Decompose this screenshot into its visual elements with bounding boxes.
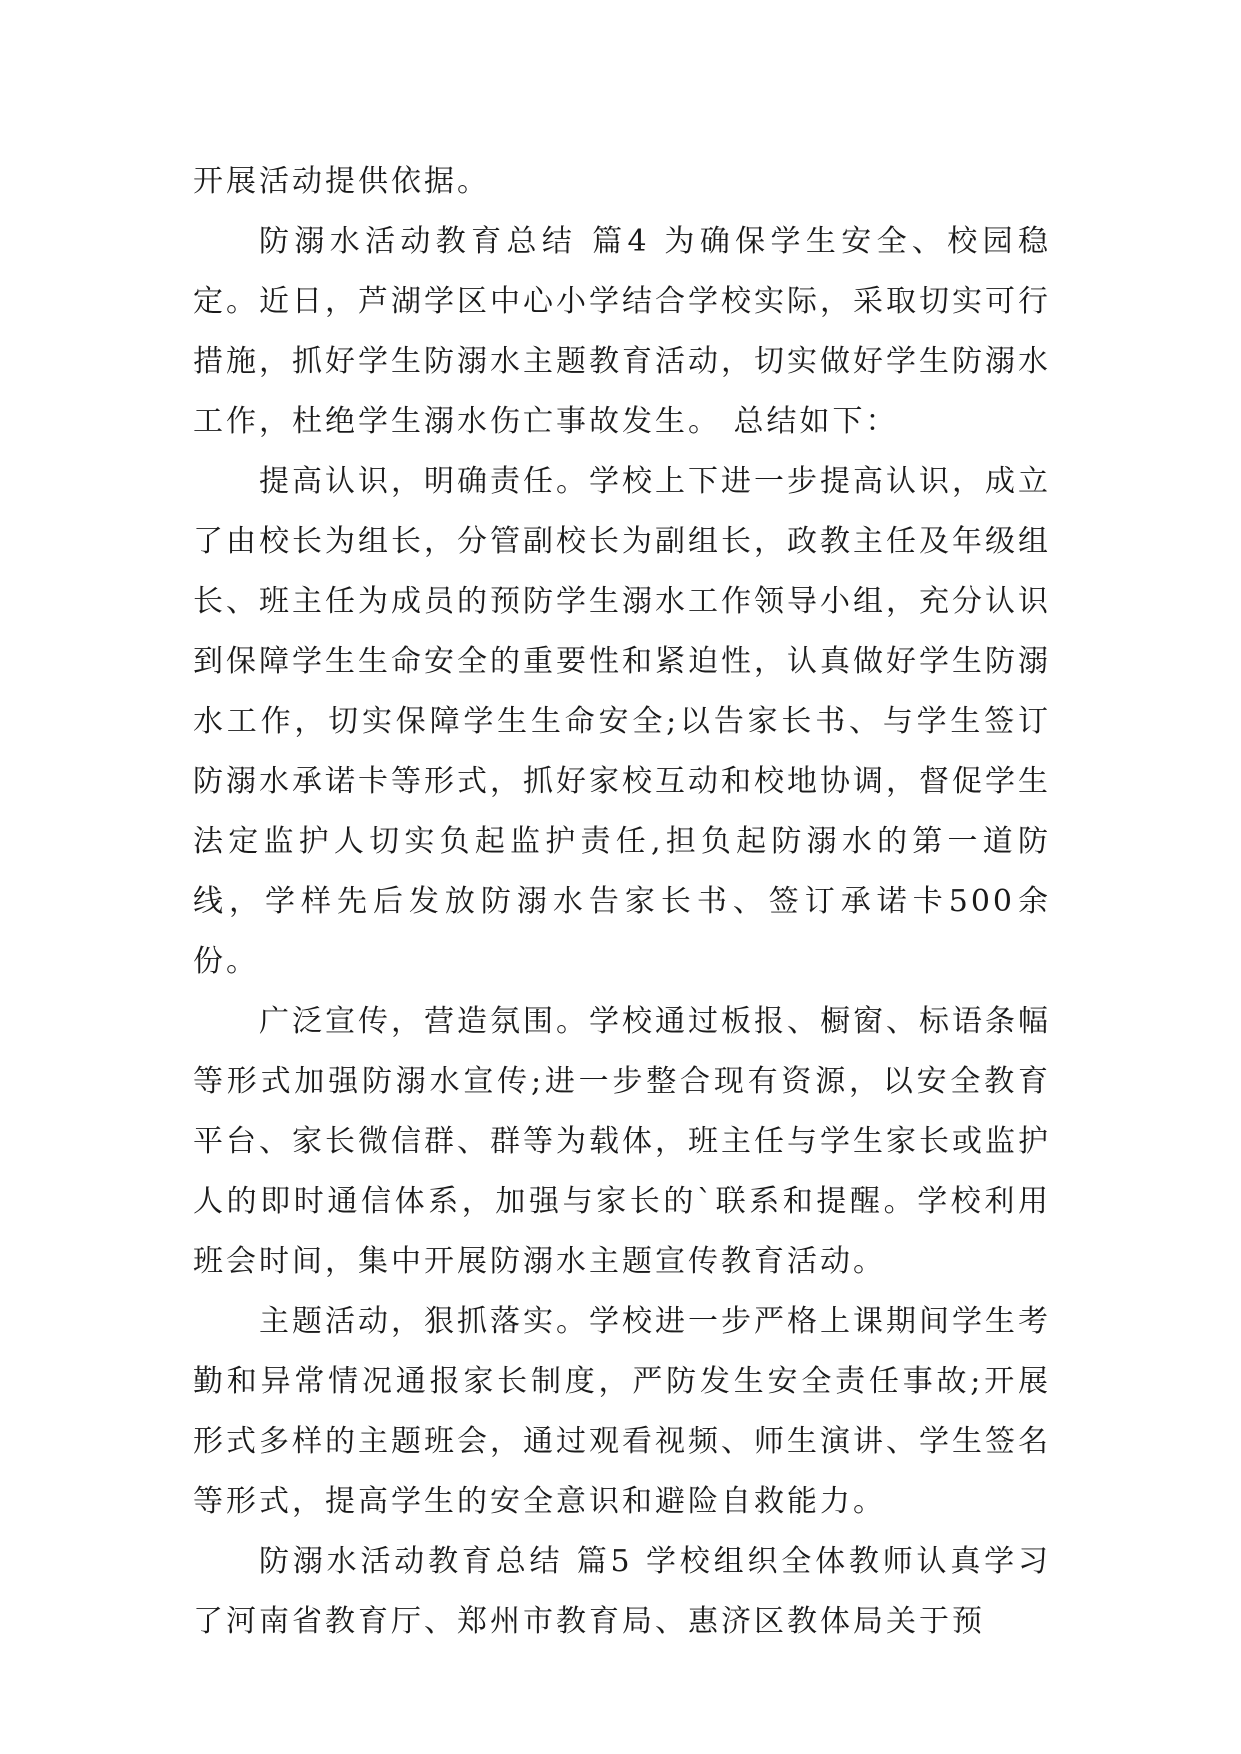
paragraph-section-4-intro: 防溺水活动教育总结 篇4 为确保学生安全、校园稳定。近日，芦湖学区中心小学结合学校实际，采取切实可行措施，抓好学生防溺水主题教育活动，切实做好学生防溺水工作，杜绝学生溺水伤亡事故发生。 总结如下： xyxy=(193,224,1051,439)
paragraph-publicity: 广泛宣传，营造氛围。学校通过板报、橱窗、标语条幅等形式加强防溺水宣传;进一步整合现有资源，以安全教育平台、家长微信群、群等为载体，班主任与学生家长或监护人的即时通信体系，加强与家长的`联系和提醒。学校利用班会时间，集中开展防溺水主题宣传教育活动。 xyxy=(193,1004,1051,1279)
paragraph-section-5-intro: 防溺水活动教育总结 篇5 学校组织全体教师认真学习了河南省教育厅、郑州市教育局、惠济区教体局关于预 xyxy=(193,1544,1051,1639)
paragraph-theme-activities: 主题活动，狠抓落实。学校进一步严格上课期间学生考勤和异常情况通报家长制度，严防发生安全责任事故;开展形式多样的主题班会，通过观看视频、师生演讲、学生签名等形式，提高学生的安全意识和避险自救能力。 xyxy=(193,1304,1051,1519)
paragraph-continuation: 开展活动提供依据。 xyxy=(193,164,490,199)
paragraph-raise-awareness: 提高认识，明确责任。学校上下进一步提高认识，成立了由校长为组长，分管副校长为副组长，政教主任及年级组长、班主任为成员的预防学生溺水工作领导小组，充分认识到保障学生生命安全的重要性和紧迫性，认真做好学生防溺水工作，切实保障学生生命安全;以告家长书、与学生签订防溺水承诺卡等形式，抓好家校互动和校地协调，督促学生法定监护人切实负起监护责任,担负起防溺水的第一道防线，学样先后发放防溺水告家长书、签订承诺卡500余份。 xyxy=(193,464,1051,979)
document-body xyxy=(193,152,1051,1652)
